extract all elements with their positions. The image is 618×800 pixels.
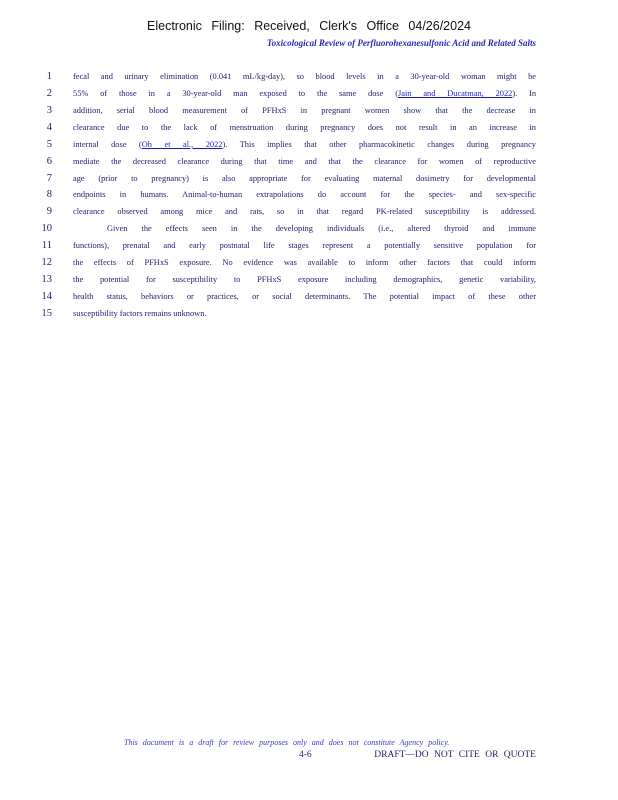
line-text: fecal and urinary elimination (0.041 mL/kg-day), so blood levels in a 30-year-old woman might be: [73, 72, 536, 81]
line-text: age (prior to pregnancy) is also appropriate for evaluating maternal dosimetry for developmental: [73, 173, 536, 183]
line-number: 14: [41, 290, 52, 302]
line-text-segment: 55% of those in a 30-year-old man exposed to the same dose (: [73, 88, 398, 98]
line-9: [36, 206, 536, 223]
line-text-segment: ). In: [512, 88, 537, 98]
line-text: susceptibility factors remains unknown.: [73, 308, 207, 318]
document-body: [36, 71, 536, 325]
line-4: [36, 122, 536, 139]
line-number: 15: [41, 307, 52, 319]
line-number: 11: [41, 240, 52, 252]
line-13: [36, 274, 536, 291]
line-1: [36, 71, 536, 88]
filing-stamp: Electronic Filing: Received, Clerk's Office 04/26/2024: [147, 19, 471, 33]
line-number: 10: [41, 223, 52, 235]
line-3: [36, 105, 536, 122]
line-14: [36, 291, 536, 308]
line-text: mediate the decreased clearance during that time and that the clearance for women of reproductive: [73, 156, 536, 166]
line-text: addition, serial blood measurement of PFHxS in pregnant women show that the decrease in: [73, 105, 536, 115]
line-6: [36, 156, 536, 173]
line-number: 8: [46, 189, 52, 201]
line-number: 6: [46, 155, 52, 167]
line-number: 5: [46, 138, 52, 150]
page-number: 4-6: [299, 750, 312, 760]
line-text: [73, 224, 536, 233]
draft-notice: DRAFT—DO NOT CITE OR QUOTE: [374, 750, 536, 760]
line-text: [73, 140, 536, 149]
line-number: 12: [41, 257, 52, 269]
line-text: [73, 89, 536, 98]
line-12: [36, 257, 536, 274]
draft-disclaimer: This document is a draft for review purposes only and does not constitute Agency policy.: [124, 738, 450, 747]
line-11: [36, 240, 536, 257]
line-text-segment: Given the effects seen in the developing individuals (i.e., altered thyroid and immune: [107, 224, 536, 234]
line-text: the potential for susceptibility to PFHxS exposure including demographics, genetic variability,: [73, 275, 536, 285]
line-text-segment: ). This implies that other pharmacokinetic changes during pregnancy: [222, 139, 536, 149]
line-number: 7: [46, 172, 52, 184]
line-text: clearance observed among mice and rats, so in that regard PK-related susceptibility is addressed.: [73, 207, 536, 217]
line-text: endpoints in humans. Animal-to-human extrapolations do account for the species- and sex-specific: [73, 190, 536, 200]
line-text: clearance due to the lack of menstruation during pregnancy does not result in an increase in: [73, 122, 536, 132]
line-10: [36, 223, 536, 240]
line-2: [36, 88, 536, 105]
line-number: 4: [46, 121, 52, 133]
line-text: the effects of PFHxS exposure. No evidence was available to inform other factors that could inform: [73, 258, 536, 268]
line-text-segment: internal dose (: [73, 139, 142, 149]
line-text: health status, behaviors or practices, or social determinants. The potential impact of these other: [73, 291, 536, 301]
line-number: 3: [46, 104, 52, 116]
line-5: [36, 139, 536, 156]
line-number: 13: [41, 274, 52, 286]
line-15: [36, 308, 536, 325]
line-8: [36, 189, 536, 206]
line-text: functions), prenatal and early postnatal life stages represent a potentially sensitive population for: [73, 241, 536, 251]
line-7: [36, 173, 536, 190]
line-number: 9: [46, 206, 52, 218]
running-title: Toxicological Review of Perfluorohexanesulfonic Acid and Related Salts: [266, 38, 536, 48]
citation-link[interactable]: Jain and Ducatman, 2022: [398, 88, 513, 98]
line-number: 1: [46, 71, 52, 82]
citation-link[interactable]: Oh et al., 2022: [141, 139, 223, 149]
line-number: 2: [46, 87, 52, 99]
